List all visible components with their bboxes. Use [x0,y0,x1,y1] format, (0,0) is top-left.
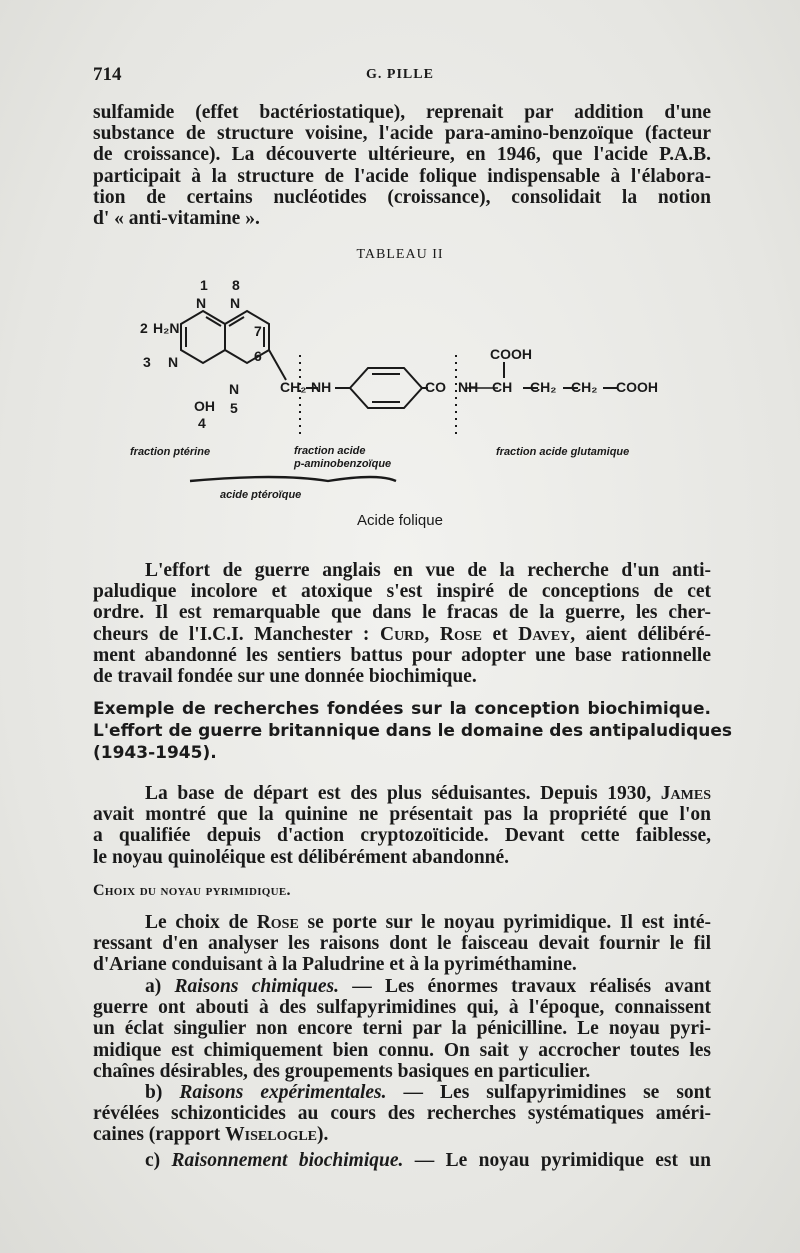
text-line: d' « anti-vitamine ». [93,208,260,230]
atom-number: 5 [230,400,238,416]
author-name: James [660,783,711,804]
text-segment: , aient délibéré- [570,623,712,645]
label-paba-fraction-2: p-aminobenzoïque [294,458,392,470]
intro-paragraph [93,102,711,229]
text-line: chaînes désirables, des groupements basiques en particulier. [93,1060,591,1082]
text-line: tion de certains nucléotides (croissance), consolidait la notion [93,186,711,208]
chain-ch2: CH₂ [530,379,557,395]
text-line [93,976,711,997]
author-name: Rose [256,912,299,933]
text-line: ressant d'en analyser les raisons dont le faisceau devait fournir le fil [93,933,711,955]
item-label: c) [145,1150,172,1171]
author-name: Davey [518,623,571,645]
label-paba-fraction: fraction acide [294,445,366,457]
page-header [93,64,713,90]
section-heading [93,698,733,764]
text-line: ordre. Il est remarquable que dans le fracas de la guerre, les cher- [93,602,711,624]
text-segment: — Les sulfapyrimidines se sont [386,1082,712,1103]
item-label: b) [145,1082,180,1103]
ring-nitrogen: N [168,354,179,370]
text-line: avait montré que la quinine ne présentait pas la propriété que l'on [93,804,711,826]
text-segment: Le choix de [145,912,257,933]
text-line: révélées schizonticides au cours des recherches systématiques améri- [93,1103,711,1125]
text-line: de croissance). La découverte ultérieure, en 1946, que l'acide P.A.B. [93,144,711,166]
alpha-carbon: CH [492,379,513,395]
text-segment: se porte sur le noyau pyrimidique. Il est inté- [298,912,711,933]
text-line: ment abandonné les sentiers battus pour adopter une base rationnelle [93,644,711,666]
atom-number: 7 [254,323,262,339]
heading-line: L'effort de guerre britannique dans le domaine des antipaludiques [93,721,733,741]
text-line: sulfamide (effet bactériostatique), reprenait par addition d'une [93,102,711,123]
item-b-experimental-reasons [93,1082,711,1146]
subheading: Choix du noyau pyrimidique. [93,882,291,899]
text-segment: — Le noyau pyrimidique est un [403,1150,711,1171]
author-name: Rose [439,623,482,645]
text-line [93,1082,711,1103]
text-line: substance de structure voisine, l'acide para-amino-benzoïque (facteur [93,123,711,145]
text-line: de travail fondée sur une donnée biochimique. [93,666,477,688]
atom-number: 2 [140,320,148,336]
text-line: L'effort de guerre anglais en vue de la recherche d'un anti- [145,560,711,581]
text-line [93,624,711,645]
text-line [93,912,711,933]
item-c-biochemical-reasoning [93,1150,711,1171]
text-segment: — Les énormes travaux réalisés avant [338,976,711,997]
text-line: midique est chimiquement bien connu. On sait y accrocher toutes les [93,1039,711,1061]
text-segment: caines (rapport [93,1124,226,1146]
terminal-carboxyl: COOH [616,379,658,395]
ring-nitrogen: N [229,381,240,397]
author-name: Wiselogle [225,1124,318,1146]
item-title: Raisons chimiques. [174,976,339,997]
atom-number: 8 [232,277,240,293]
heading-line: Exemple de recherches fondées sur la conception biochimique. [93,699,711,719]
methylene-group: CH₂ [280,379,307,395]
paragraph-quinine [93,783,711,868]
chain-ch2: CH₂ [571,379,598,395]
text-segment: ). [317,1124,329,1146]
label-pterin-fraction: fraction ptérine [130,446,211,458]
page-number: 714 [93,64,122,85]
figure-caption: Acide folique [357,512,443,529]
text-line: le noyau quinoléique est délibérément abandonné. [93,846,510,868]
label-pteroic-acid: acide ptéroïque [220,489,302,500]
amine-group: NH [311,379,332,395]
text-line [93,783,711,804]
text-line: d'Ariane conduisant à la Paludrine et à la pyriméthamine. [93,954,577,976]
folic-acid-structure [128,270,688,500]
atom-number: 4 [198,415,206,431]
table-title: TABLEAU II [356,247,444,262]
pterin-ring-right [225,311,269,363]
amino-group: H₂N [153,320,180,336]
text-segment: La base de départ est des plus séduisantes. Depuis 1930, [145,783,661,804]
text-line [93,1124,711,1145]
text-line: a qualifiée depuis d'action cryptozoïticide. Devant cette faiblesse, [93,825,711,847]
text-line: participait à la structure de l'acide folique indispensable à l'élabora- [93,165,711,187]
pteroic-brace [190,477,396,481]
amide-nh: NH [458,379,479,395]
item-a-chemical-reasons [93,976,711,1082]
atom-number: 1 [200,277,208,293]
text-line: guerre ont abouti à des sulfapyrimidines qui, à l'époque, connaissent [93,997,711,1019]
heading-line: (1943-1945). [93,743,217,763]
carboxyl-alpha: COOH [490,346,532,362]
atom-number: 6 [254,348,262,364]
text-line: paludique incolore et atoxique s'est inspiré de conceptions de cet [93,581,711,603]
text-line: un éclat singulier non encore terni par la pénicilline. Le noyau pyri- [93,1018,711,1040]
item-label: a) [145,976,175,997]
paragraph-war-effort [93,560,711,687]
paragraph-pyrimidine-choice [93,912,711,976]
atom-number: 3 [143,354,151,370]
hydroxyl-group: OH [194,398,215,414]
text-segment: cheurs de l'I.C.I. Manchester : [93,623,380,645]
ring-nitrogen: N [196,295,207,311]
label-glutamic-fraction: fraction acide glutamique [496,446,630,458]
author-name: Curd [379,623,425,645]
text-line [93,1150,711,1171]
pterin-ring-left [181,311,225,363]
item-title: Raisons expérimentales. [179,1082,387,1103]
text-segment: , [424,623,440,645]
text-segment: et [481,623,519,645]
ring-nitrogen: N [230,295,241,311]
carbonyl-group: CO [425,379,446,395]
running-head: G. PILLE [366,67,434,82]
item-title: Raisonnement biochimique. [171,1150,404,1171]
